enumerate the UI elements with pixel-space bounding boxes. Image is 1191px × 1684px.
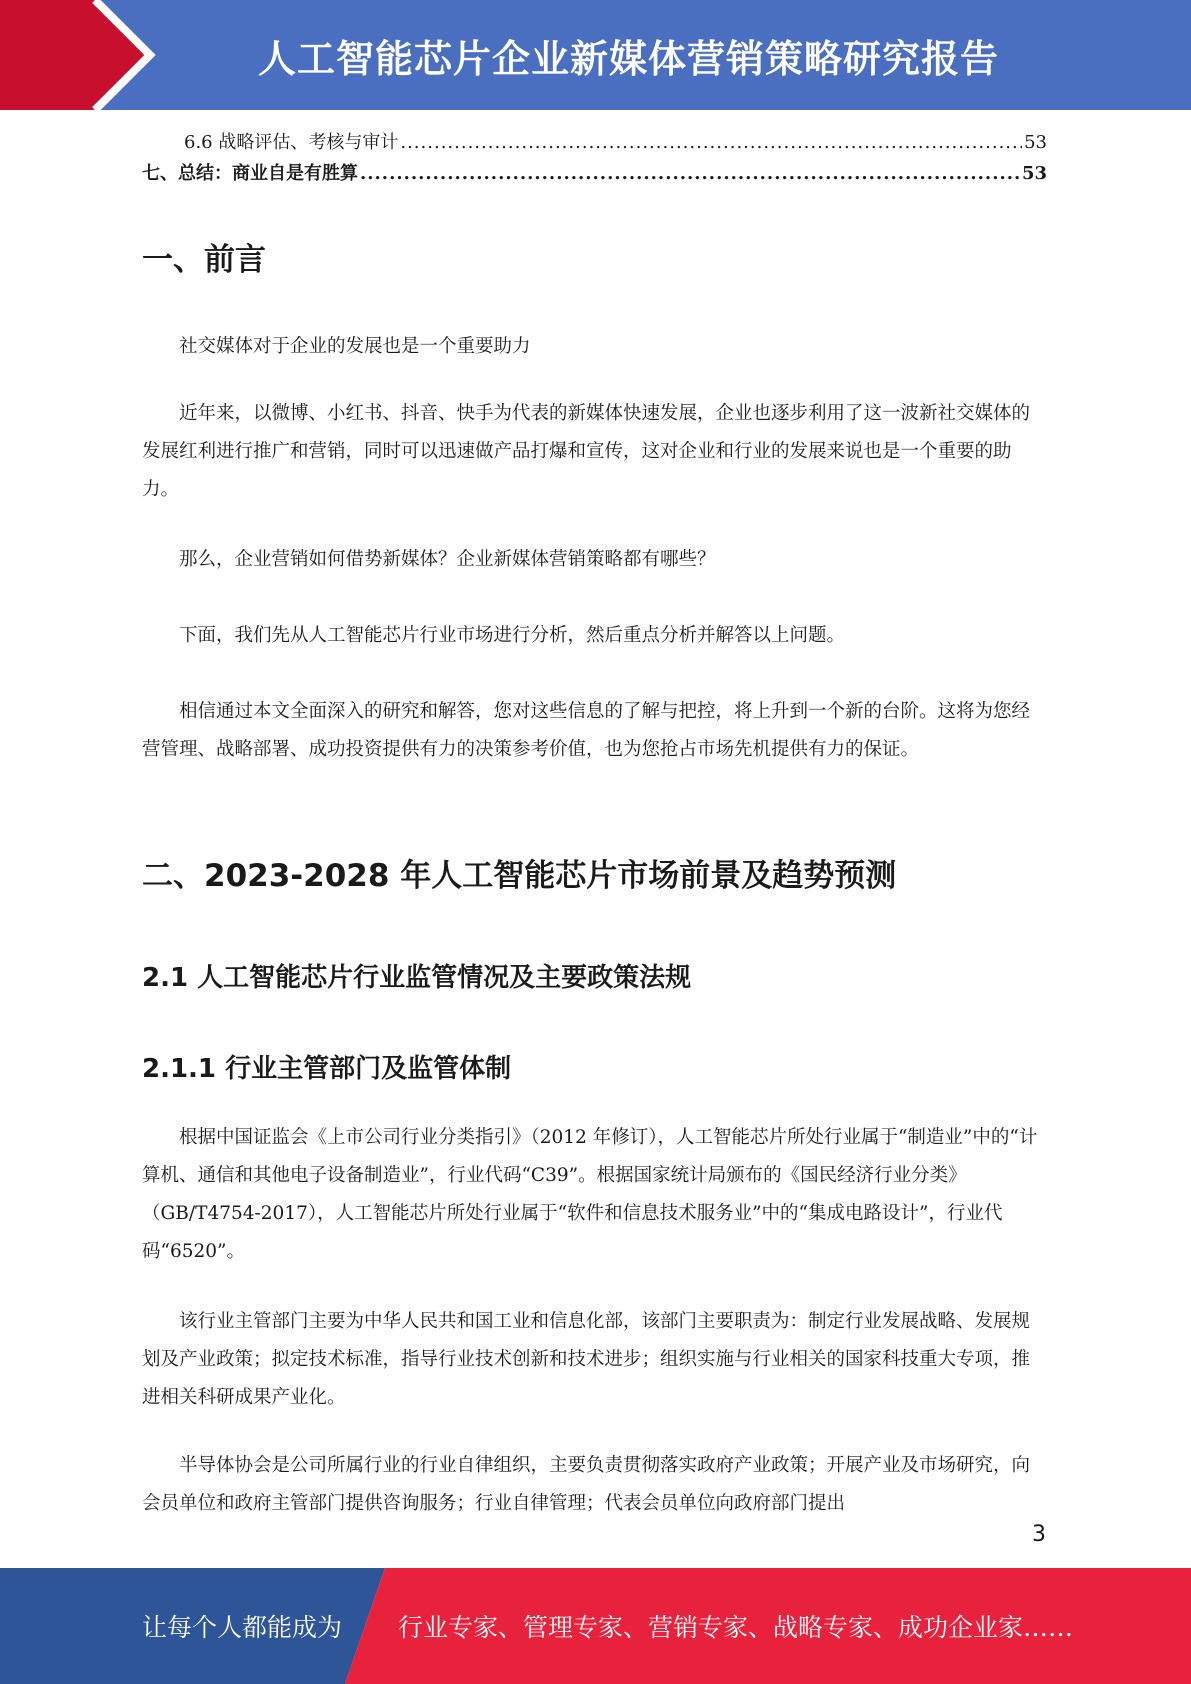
preface-paragraph: 下面，我们先从人工智能芯片行业市场进行分析，然后重点分析并解答以上问题。 bbox=[179, 625, 846, 646]
page-footer bbox=[0, 1568, 1191, 1684]
preface-paragraph: 那么，企业营销如何借势新媒体？企业新媒体营销策略都有哪些？ bbox=[179, 549, 716, 570]
preface-paragraph: 相信通过本文全面深入的研究和解答，您对这些信息的了解与把控，将上升到一个新的台阶。这将为您经营管理、战略部署、成功投资提供有力的决策参考价值，也为您抢占市场先机提供有力的保证。 bbox=[142, 701, 1031, 760]
section-2-1-1-heading: 2.1.1 行业主管部门及监管体制 bbox=[142, 1054, 512, 1084]
toc-entry-label: 七、总结：商业自是有胜算 bbox=[142, 163, 358, 184]
toc-leader-dots bbox=[400, 131, 1022, 155]
toc-entry-label: 6.6 战略评估、考核与审计 bbox=[184, 132, 399, 153]
body-paragraph: 根据中国证监会《上市公司行业分类指引》（2012 年修订），人工智能芯片所处行业属于“制造业”中的“计算机、通信和其他电子设备制造业”，行业代码“C39”。根据国家统计局颁布的《国民经济行业分类》（GB/T4754-2017），人工智能芯片所处行业属于“软件和信息技术服务业”中的“集成电路设计”，行业代码“6520”。 bbox=[142, 1127, 1038, 1262]
body-paragraph: 半导体协会是公司所属行业的行业自律组织，主要负责贯彻落实政府产业政策；开展产业及市场研究，向会员单位和政府主管部门提供咨询服务；行业自律管理；代表会员单位向政府部门提出 bbox=[142, 1455, 1031, 1514]
preface-paragraph: 社交媒体对于企业的发展也是一个重要助力 bbox=[179, 336, 531, 357]
toc-entry-6-6[interactable] bbox=[184, 131, 1047, 155]
section-2-1-heading: 2.1 人工智能芯片行业监管情况及主要政策法规 bbox=[142, 963, 692, 993]
footer-slogan-left: 让每个人都能成为 bbox=[142, 1613, 343, 1642]
report-title: 人工智能芯片企业新媒体营销策略研究报告 bbox=[258, 37, 1000, 81]
page-number: 3 bbox=[1032, 1522, 1046, 1547]
body-paragraph: 该行业主管部门主要为中华人民共和国工业和信息化部，该部门主要职责为：制定行业发展战略、发展规划及产业政策；拟定技术标准，指导行业技术创新和技术进步；组织实施与行业相关的国家科技重大专项，推进相关科研成果产业化。 bbox=[142, 1311, 1031, 1408]
footer-slogan-right: 行业专家、管理专家、营销专家、战略专家、成功企业家…… bbox=[398, 1613, 1074, 1642]
preface-heading: 一、前言 bbox=[142, 242, 266, 278]
toc-entry-page: 53 bbox=[1024, 132, 1047, 153]
toc-entry-chapter-7[interactable] bbox=[142, 162, 1047, 186]
page-header bbox=[0, 0, 1191, 110]
chapter-2-heading: 二、2023-2028 年人工智能芯片市场前景及趋势预测 bbox=[142, 858, 897, 894]
toc-leader-dots bbox=[360, 162, 1020, 186]
toc-entry-page: 53 bbox=[1021, 163, 1047, 184]
preface-paragraph: 近年来，以微博、小红书、抖音、快手为代表的新媒体快速发展，企业也逐步利用了这一波新社交媒体的发展红利进行推广和营销，同时可以迅速做产品打爆和宣传，这对企业和行业的发展来说也是一个重要的助力。 bbox=[142, 403, 1031, 500]
